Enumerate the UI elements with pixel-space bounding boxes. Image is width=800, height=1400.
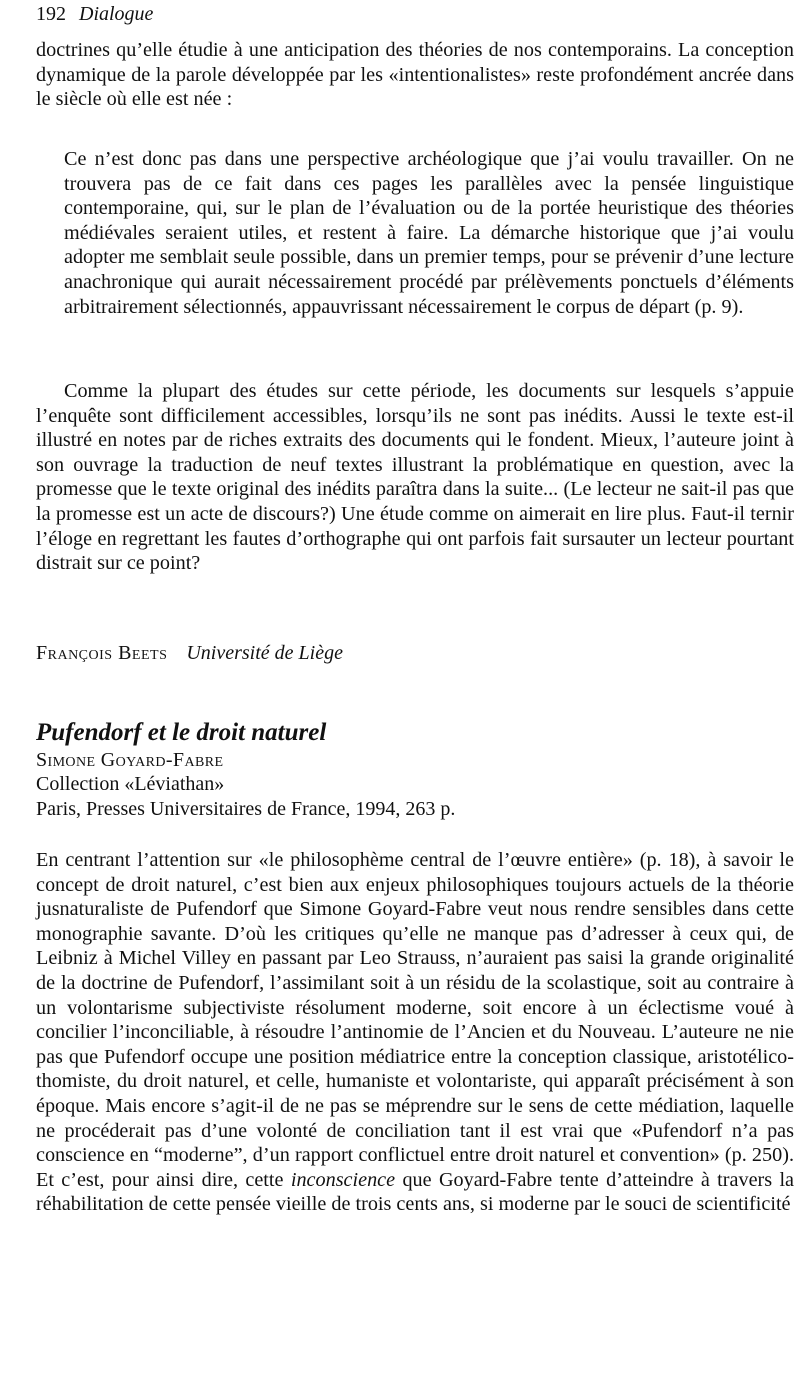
book-collection: Collection «Léviathan» — [36, 773, 225, 796]
review-body-emphasis: inconscience — [290, 1168, 396, 1191]
review-body-block — [36, 848, 794, 1217]
reviewer-name: François Beets — [36, 642, 168, 664]
book-title: Pufendorf et le droit naturel — [36, 719, 327, 746]
reviewer-signature — [36, 640, 794, 666]
review-heading — [36, 718, 794, 821]
review-body-text: En centrant l’attention sur «le philosophème central de l’œuvre entière» (p. 18), à savoir le concept de droit naturel, c’est bien aux enjeux philosophiques toujours actuels de la théorie jusnaturaliste de Pufendorf que Simone Goyard-Fabre veut nous rendre sensibles dans cette monographie savante. D’où les critiques qu’elle ne manque pas d’adresser à ceux qui, de Leibniz à Michel Villey en passant par Leo Strauss, n’auraient pas saisi la grande originalité de la doctrine de Pufendorf, l’assimilant soit à un résidu de la scolastique, soit au contraire à un volontarisme subjectiviste résolument moderne, soit encore à un éclectisme voué à concilier l’inconciliable, à résoudre l’antinomie de l’Ancien et du Nouveau. L’auteure ne nie pas que Pufendorf occupe une position médiatrice entre la conception classique, aristotélico-thomiste, du droit naturel, et celle, humaniste et volontariste, qui apparaît précisément à son époque. Mais encore s’agit-il de ne pas se méprendre sur le sens de cette médiation, laquelle ne procéderait pas d’une volonté de conciliation tant il est vrai que «Pufendorf n’a pas conscience en “moderne”, d’un rapport conflictuel entre droit naturel et convention» (p. 250). Et c’est, pour ainsi dire, cette — [36, 849, 794, 1191]
reviewer-affiliation: Université de Liège — [186, 642, 343, 664]
book-publisher: Paris, Presses Universitaires de France, 1994, 263 p. — [36, 797, 456, 820]
running-head — [36, 1, 153, 27]
closing-paragraph: Comme la plupart des études sur cette période, les documents sur lesquels s’appuie l’enquête sont difficilement accessibles, lorsqu’ils ne sont pas inédits. Aussi le texte est-il illustré en notes par de riches extraits des documents qui le fondent. Mieux, l’auteure joint à son ouvrage la traduction de neuf textes illustrant la problématique en question, avec la promesse que le texte original des inédits paraîtra dans la suite... (Le lecteur ne sait-il pas que la promesse est un acte de discours?) Une étude comme on aimerait en lire plus. Faut-il ternir l’éloge en regrettant les fautes d’orthographe qui ont parfois fait sursauter un lecteur pourtant distrait sur ce point? — [36, 380, 794, 575]
journal-name: Dialogue — [79, 3, 154, 25]
review-body-text-continued: que Goyard-Fabre tente d’atteindre à travers la réhabilitation de cette pensée vieille de trois cents ans, si moderne par le souci de scientificité — [36, 1168, 795, 1216]
closing-paragraph-block — [36, 379, 794, 576]
page-number: 192 — [36, 3, 66, 25]
opening-paragraph: doctrines qu’elle étudie à une anticipation des théories de nos contemporains. La conception dynamique de la parole développée par les «intentionalistes» reste profondément ancrée dans le siècle où elle est née : — [36, 39, 794, 111]
opening-paragraph-block — [36, 38, 794, 112]
review-body — [36, 848, 794, 1217]
book-meta — [36, 748, 794, 821]
book-author: Simone Goyard-Fabre — [36, 749, 224, 771]
block-quote-container — [36, 147, 794, 319]
block-quote: Ce n’est donc pas dans une perspective archéologique que j’ai voulu travailler. On ne trouvera pas de ce fait dans ces pages les parallèles avec la pensée linguistique contemporaine, qui, sur le plan de l’évaluation ou de la portée heuristique des théories médiévales seraient utiles, et restent à faire. La démarche historique que j’ai voulu adopter me semblait seule possible, dans un premier temps, pour se prévenir d’une lecture anachronique qui aurait nécessairement procédé par prélèvements ponctuels d’éléments arbitrairement sélectionnés, appauvrissant nécessairement le corpus de départ (p. 9). — [64, 148, 794, 318]
